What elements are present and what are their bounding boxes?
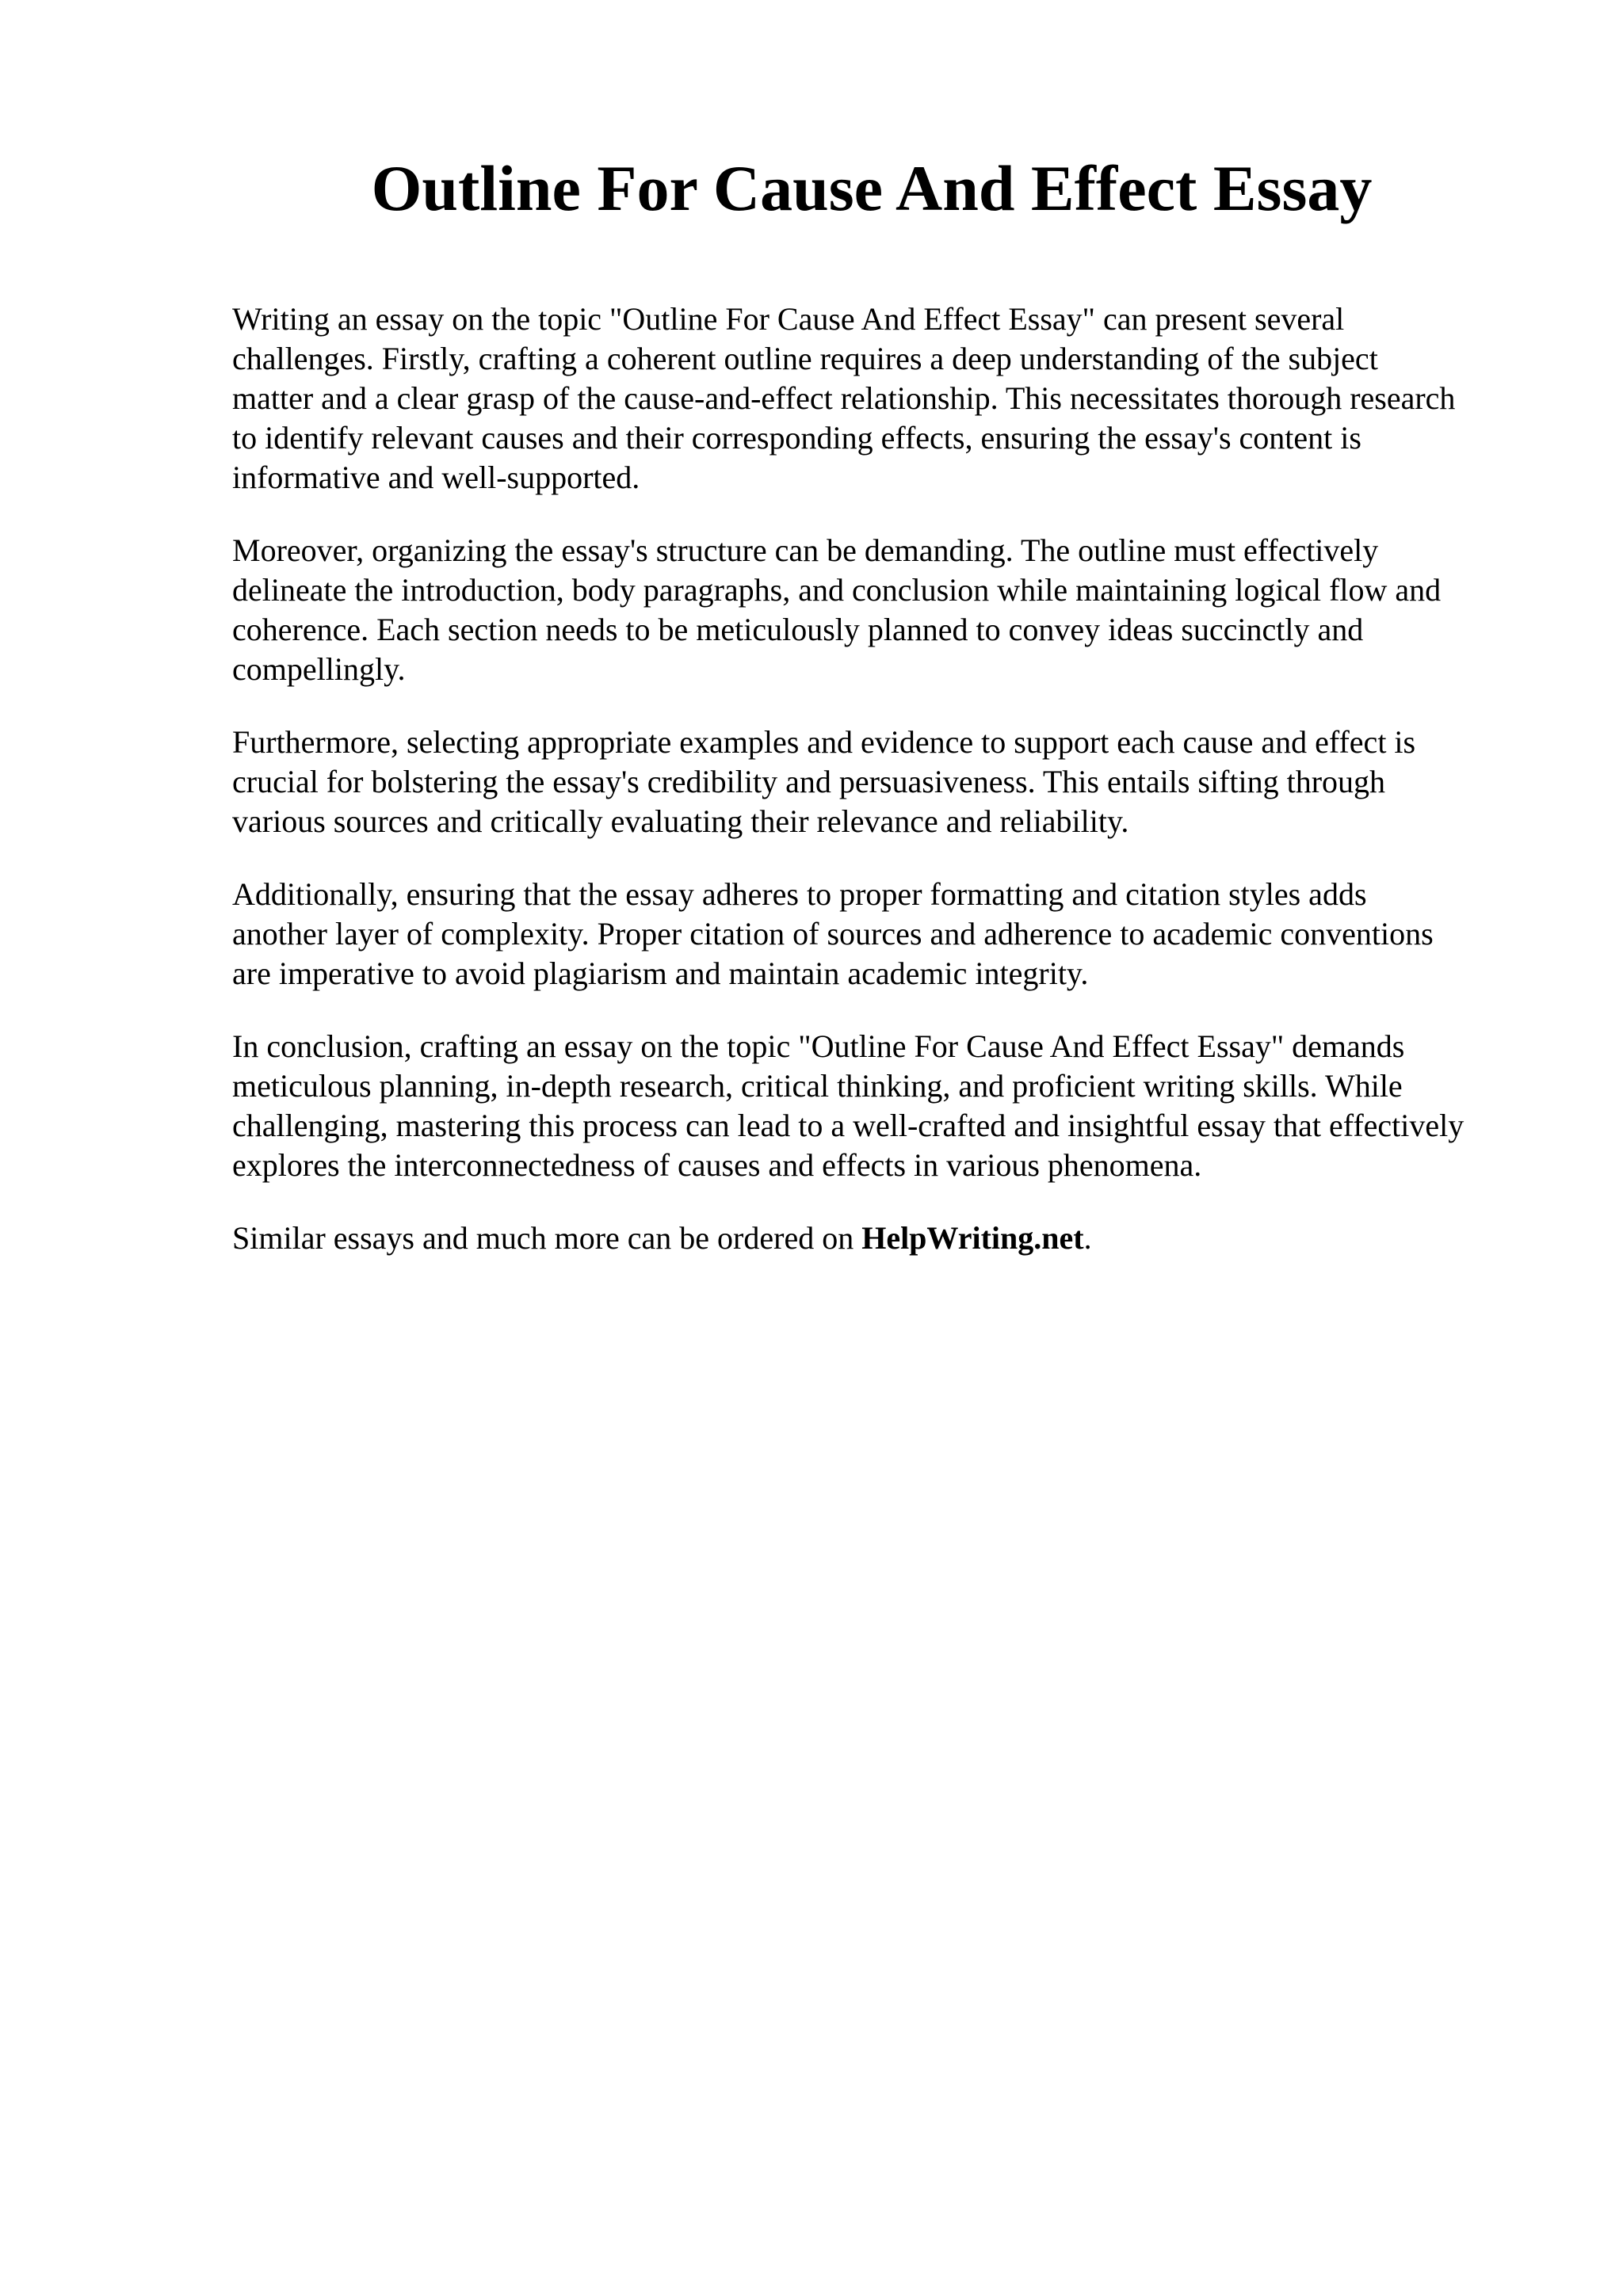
paragraph-structure [232, 531, 1532, 689]
text-line: compellingly. [232, 651, 406, 687]
text-line: explores the interconnectedness of causes and effects in various phenomena. [232, 1147, 1202, 1183]
text-line: to identify relevant causes and their corresponding effects, ensuring the essay's content is [232, 420, 1361, 456]
paragraph-formatting [232, 875, 1532, 994]
text-line: In conclusion, crafting an essay on the topic "Outline For Cause And Effect Essay" demands [232, 1028, 1405, 1064]
text-line: Moreover, organizing the essay's structure can be demanding. The outline must effectively [232, 532, 1379, 568]
paragraph-conclusion [232, 1027, 1532, 1185]
paragraph-closing [232, 1219, 1532, 1258]
text-line: Writing an essay on the topic "Outline For Cause And Effect Essay" can present several [232, 301, 1345, 337]
closing-period: . [1083, 1220, 1092, 1256]
document-body [232, 299, 1532, 1291]
document-title: Outline For Cause And Effect Essay [371, 152, 1373, 224]
text-line: challenging, mastering this process can lead to a well-crafted and insightful essay that effectively [232, 1108, 1465, 1143]
text-line: another layer of complexity. Proper citation of sources and adherence to academic conventions [232, 916, 1434, 952]
text-line: Furthermore, selecting appropriate examples and evidence to support each cause and effect is [232, 724, 1416, 760]
text-line: challenges. Firstly, crafting a coherent outline requires a deep understanding of the subject [232, 341, 1378, 376]
text-line: meticulous planning, in-depth research, critical thinking, and proficient writing skills. While [232, 1068, 1403, 1104]
text-line: are imperative to avoid plagiarism and maintain academic integrity. [232, 955, 1089, 991]
text-line: informative and well-supported. [232, 460, 640, 495]
brand-link[interactable]: HelpWriting.net [861, 1220, 1084, 1256]
text-line: Additionally, ensuring that the essay adheres to proper formatting and citation styles adds [232, 876, 1367, 912]
text-line: delineate the introduction, body paragraphs, and conclusion while maintaining logical flow and [232, 572, 1442, 608]
text-line: crucial for bolstering the essay's credibility and persuasiveness. This entails sifting through [232, 764, 1386, 799]
paragraph-intro [232, 299, 1532, 498]
text-line: coherence. Each section needs to be meticulously planned to convey ideas succinctly and [232, 612, 1364, 647]
text-line: various sources and critically evaluating their relevance and reliability. [232, 803, 1129, 839]
text-line: matter and a clear grasp of the cause-and-effect relationship. This necessitates thorough research [232, 380, 1456, 416]
paragraph-evidence [232, 723, 1532, 841]
closing-text: Similar essays and much more can be ordered on [232, 1220, 862, 1256]
